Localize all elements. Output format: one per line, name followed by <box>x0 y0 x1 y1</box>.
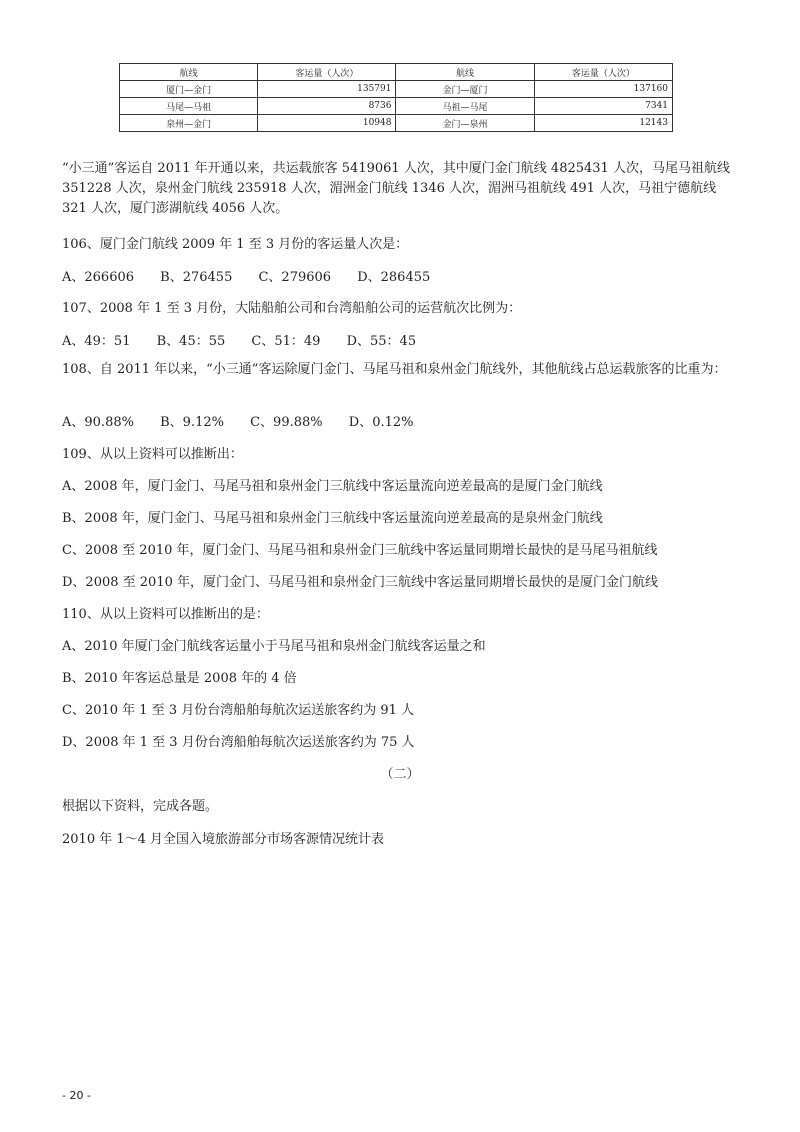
option-a: A、2008 年，厦门金门、马尾马祖和泉州金门三航线中客运量流向逆差最高的是厦门金门航线 <box>62 479 603 494</box>
volume-cell: 8736 <box>258 98 396 115</box>
route-cell: 金门—厦门 <box>396 81 534 98</box>
route-cell: 厦门—金门 <box>120 81 258 98</box>
question-106-options <box>62 266 452 285</box>
option-d: D、286455 <box>357 270 431 285</box>
option-d: D、2008 年 1 至 3 月份台湾船舶每航次运送旅客约为 75 人 <box>62 735 415 750</box>
table-title: 2010 年 1～4 月全国入境旅游部分市场客源情况统计表 <box>62 832 385 847</box>
route-cell: 马祖—马尾 <box>396 98 534 115</box>
header-route: 航线 <box>396 64 534 81</box>
table-row <box>120 98 673 115</box>
option-b: B、9.12% <box>160 415 224 430</box>
section-heading: （二） <box>380 767 420 782</box>
section-instruction: 根据以下资料，完成各题。 <box>62 799 219 814</box>
intro-paragraph: “小三通”客运自 2011 年开通以来，共运载旅客 5419061 人次，其中厦门金门航线 4825431 人次，马尾马祖航线 351228 人次，泉州金门航线 235918 人次，湄洲金门航线 1346 人次，湄洲马祖航线 491 人次，马祖宁德航线 321 人次，厦门澎湖航线 4056 人次。 <box>62 161 730 216</box>
table-row <box>120 81 673 98</box>
header-volume: 客运量（人次） <box>534 64 672 81</box>
option-b: B、2010 年客运总量是 2008 年的 4 倍 <box>62 671 297 686</box>
question-108-stem: 108、自 2011 年以来，“小三通”客运除厦门金门、马尾马祖和泉州金门航线外，其他航线占总运载旅客的比重为： <box>62 362 727 377</box>
route-cell: 金门—泉州 <box>396 115 534 132</box>
option-c: C、51：49 <box>251 334 321 349</box>
option-b: B、276455 <box>160 270 233 285</box>
question-107-options <box>62 330 438 349</box>
volume-cell: 137160 <box>534 81 672 98</box>
route-cell: 马尾—马祖 <box>120 98 258 115</box>
question-110-stem: 110、从以上资料可以推断出的是： <box>62 607 269 622</box>
volume-cell: 12143 <box>534 115 672 132</box>
option-a: A、266606 <box>62 270 135 285</box>
page-number: - 20 - <box>62 1089 91 1102</box>
option-d: D、2008 至 2010 年，厦门金门、马尾马祖和泉州金门三航线中客运量同期增长最快的是厦门金门航线 <box>62 575 658 590</box>
option-b: B、2008 年，厦门金门、马尾马祖和泉州金门三航线中客运量流向逆差最高的是泉州金门航线 <box>62 511 603 526</box>
volume-cell: 135791 <box>258 81 396 98</box>
volume-cell: 7341 <box>534 98 672 115</box>
option-d: D、55：45 <box>346 334 417 349</box>
option-c: C、2008 至 2010 年，厦门金门、马尾马祖和泉州金门三航线中客运量同期增长最快的是马尾马祖航线 <box>62 543 658 558</box>
ferry-passenger-table <box>119 63 673 132</box>
question-106-stem: 106、厦门金门航线 2009 年 1 至 3 月份的客运量人次是： <box>62 237 409 252</box>
option-d: D、0.12% <box>348 415 414 430</box>
header-route: 航线 <box>120 64 258 81</box>
option-a: A、90.88% <box>62 415 134 430</box>
option-a: A、49：51 <box>62 334 131 349</box>
header-volume: 客运量（人次） <box>258 64 396 81</box>
table-row <box>120 115 673 132</box>
option-c: C、2010 年 1 至 3 月份台湾船舶每航次运送旅客约为 91 人 <box>62 703 415 718</box>
volume-cell: 10948 <box>258 115 396 132</box>
route-cell: 泉州—金门 <box>120 115 258 132</box>
question-108-options <box>62 411 436 430</box>
question-109-stem: 109、从以上资料可以推断出： <box>62 447 243 462</box>
question-107-stem: 107、2008 年 1 至 3 月份，大陆船舶公司和台湾船舶公司的运营航次比例为： <box>62 301 522 316</box>
table-header-row <box>120 64 673 81</box>
option-b: B、45：55 <box>156 334 226 349</box>
option-c: C、99.88% <box>250 415 323 430</box>
option-a: A、2010 年厦门金门航线客运量小于马尾马祖和泉州金门航线客运量之和 <box>62 639 486 654</box>
option-c: C、279606 <box>258 270 332 285</box>
